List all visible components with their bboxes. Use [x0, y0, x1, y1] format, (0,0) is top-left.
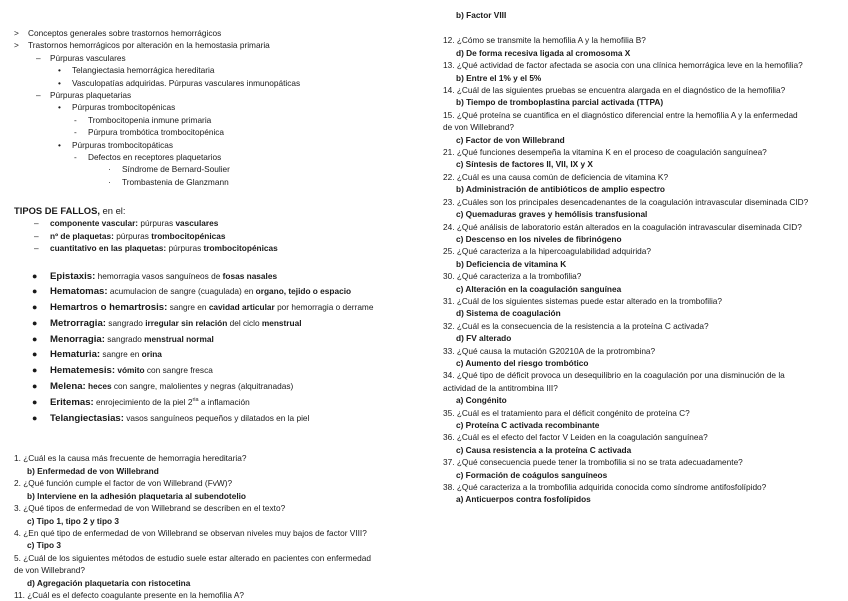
questions-left [14, 452, 434, 601]
answer-text: c) Tipo 1, tipo 2 y tipo 3 [27, 515, 120, 526]
dash-marker: – [34, 218, 39, 229]
bullet-dot: ● [32, 412, 38, 423]
fallos-bold: vasculares [175, 218, 219, 229]
dash-marker: – [34, 243, 39, 254]
outline-item [14, 89, 434, 101]
outline-item [14, 77, 434, 89]
term-name: Hemartros o hemartrosis: [50, 302, 168, 314]
question-text: 25. ¿Qué caracteriza a la hipercoagulabilidad adquirida? [443, 246, 652, 257]
outline-item [14, 139, 434, 151]
term-name: Epistaxis: [50, 270, 96, 282]
outline-item [14, 27, 434, 39]
outline-text: Trastornos hemorrágicos por alteración en la hemostasia primaria [28, 40, 270, 51]
answer-text: a) Congénito [456, 395, 507, 406]
question-text: de von Willebrand? [14, 565, 86, 576]
question-text: 38. ¿Qué caracteriza a la trombofilia adquirida conocida como síndrome antifosfolípido? [443, 482, 767, 493]
bullet-marker: • [58, 77, 61, 88]
bullet-marker: • [58, 139, 61, 150]
term-name: Metrorragia: [50, 317, 106, 329]
term-name: Hematuria: [50, 349, 101, 361]
answer-text: c) Alteración en la coagulación sanguínea [456, 283, 622, 294]
answer-text: d) De forma recesiva ligada al cromosoma X [456, 47, 631, 58]
dash-marker: – [34, 230, 39, 241]
fallos-title: TIPOS DE FALLOS, [14, 205, 100, 217]
answer-text: c) Quemaduras graves y hemólisis transfusional [456, 209, 648, 220]
term-definition: enrojecimiento de la piel 2 [93, 396, 193, 407]
term-name: Hematomas: [50, 286, 108, 298]
topic-outline [14, 27, 434, 188]
term-definition: del ciclo [227, 317, 262, 328]
answer-text: c) Causa resistencia a la proteína C activada [456, 444, 632, 455]
bullet-marker: · [108, 176, 111, 187]
answer-text: d) Agregación plaquetaria con ristocetina [27, 577, 191, 588]
term-item [14, 284, 434, 300]
answer-text: d) Sistema de coagulación [456, 308, 561, 319]
outline-text: Conceptos generales sobre trastornos hemorrágicos [28, 28, 222, 38]
bullet-marker: - [74, 114, 77, 125]
answer-text: b) Interviene en la adhesión plaquetaria al subendotelio [27, 490, 246, 501]
term-definition: organo, tejido o espacio [255, 286, 352, 297]
term-item [14, 363, 434, 379]
fallos-item [14, 217, 434, 229]
term-definition: hemorragia vasos sanguíneos de [95, 270, 223, 281]
question-text: actividad de la antitrombina III? [443, 382, 558, 393]
question-text: 33. ¿Qué causa la mutación G20210A de la protrombina? [443, 345, 656, 356]
question-text: 23. ¿Cuáles son los principales desencadenantes de la coagulación intravascular diseminada CID? [443, 196, 809, 207]
right-column [443, 0, 843, 506]
term-definition: orina [141, 349, 162, 360]
bullet-marker: > [14, 28, 19, 38]
question-text: 30. ¿Qué caracteriza a la trombofilia? [443, 271, 582, 282]
term-definition: sangrado [104, 333, 145, 344]
answer-text: b) Deficiencia de vitamina K [456, 258, 567, 269]
fallos-suffix: en el: [99, 205, 126, 217]
question-text: 2. ¿Qué función cumple el factor de von Willebrand (FvW)? [14, 478, 233, 489]
term-item [14, 395, 434, 411]
term-definition: sangrado [105, 317, 146, 328]
question-text: 32. ¿Cuál es la consecuencia de la resistencia a la proteína C activada? [443, 320, 709, 331]
answer-text: a) Anticuerpos contra fosfolípidos [456, 494, 591, 505]
answer-text: c) Proteína C activada recombinante [456, 420, 600, 430]
fallos-section [14, 204, 434, 254]
bullet-marker: • [58, 102, 61, 113]
fallos-bold: trombocitopénicas [151, 230, 226, 241]
outline-item [14, 101, 434, 113]
outline-text: Trombastenia de Glanzmann [122, 176, 229, 187]
question-text: 36. ¿Cuál es el efecto del factor V Leiden en la coagulación sanguínea? [443, 432, 708, 443]
fallos-item [14, 242, 434, 254]
question-text: 13. ¿Qué actividad de factor afectada se asocia con una clínica hemorrágica leve en la hemofilia? [443, 60, 803, 71]
bullet-dot: ● [32, 349, 38, 360]
term-item [14, 269, 434, 285]
fallos-label: componente vascular: [50, 218, 139, 229]
question-text: 37. ¿Qué consecuencia puede tener la trombofilia si no se trata adecuadamente? [443, 457, 743, 468]
answer-text: c) Descenso en los niveles de fibrinógeno [456, 233, 622, 244]
term-definition: vómito [117, 365, 145, 376]
bullet-marker: - [74, 127, 77, 138]
question-text: 1. ¿Cuál es la causa más frecuente de hemorragia hereditaria? [14, 453, 247, 464]
bullet-marker: > [14, 40, 19, 51]
question-text: 11. ¿Cuál es el defecto coagulante presente en la hemofilia A? [14, 589, 245, 600]
term-definition: sangre en [100, 349, 142, 360]
question-text: 34. ¿Qué tipo de déficit provoca un desequilibrio en la coagulación por una disminución de la [443, 370, 785, 381]
bullet-marker: • [58, 65, 61, 76]
bullet-marker: – [36, 52, 41, 63]
question-text: de von Willebrand? [443, 122, 515, 133]
term-item [14, 379, 434, 395]
term-definition: irregular sin relación [145, 317, 228, 328]
bullet-dot: ● [32, 270, 38, 281]
term-definition: vasos sanguíneos pequeños y dilatados en la piel [123, 412, 310, 423]
term-item [14, 347, 434, 363]
term-name: Hematemesis: [50, 365, 116, 377]
bullet-dot: ● [32, 286, 38, 297]
term-definition: por hemorragia o derrame [274, 302, 374, 313]
answer-text: c) Formación de coágulos sanguíneos [456, 469, 608, 480]
term-name: Eritemas: [50, 396, 94, 408]
bullet-dot: ● [32, 381, 38, 392]
term-definition: menstrual [261, 317, 302, 328]
terms-list [14, 269, 434, 427]
term-item [14, 411, 434, 427]
outline-item [14, 52, 434, 64]
question-text: 15. ¿Qué proteína se cuantifica en el diagnóstico diferencial entre la hemofilia A y la enfermedad [443, 109, 798, 120]
term-item [14, 332, 434, 348]
outline-text: Púrpuras vasculares [50, 52, 126, 63]
bullet-dot: ● [32, 317, 38, 328]
fallos-text: púrpuras [166, 243, 204, 254]
question-text: 14. ¿Cuál de las siguientes pruebas se encuentra alargada en el diagnóstico de la hemofilia? [443, 85, 786, 96]
outline-text: Trombocitopenia inmune primaria [88, 114, 212, 125]
fallos-label: nº de plaquetas: [50, 230, 114, 241]
term-name: Melena: [50, 381, 86, 393]
outline-text: Síndrome de Bernard-Soulier [122, 164, 230, 175]
term-definition: fosas nasales [222, 270, 278, 281]
answer-text: b) Entre el 1% y el 5% [456, 72, 542, 83]
outline-item [14, 126, 434, 138]
question-text: 3. ¿Qué tipos de enfermedad de von Willebrand se describen en el texto? [14, 503, 286, 514]
outline-text: Vasculopatías adquiridas. Púrpuras vasculares inmunopáticas [72, 77, 301, 88]
question-text: 5. ¿Cuál de los siguientes métodos de estudio suele estar alterado en pacientes con enfermedad [14, 552, 371, 563]
questions-right [443, 34, 843, 505]
term-definition: cavidad articular [208, 302, 275, 313]
term-definition: acumulacion de sangre (cuagulada) en [107, 286, 256, 297]
answer-text: b) Enfermedad de von Willebrand [27, 465, 159, 476]
outline-text: Telangiectasia hemorrágica hereditaria [72, 65, 215, 76]
left-column [14, 0, 434, 601]
bullet-marker: – [36, 90, 41, 101]
term-definition: con sangre, malolientes y negras (alquitranadas) [111, 381, 294, 392]
outline-item [14, 64, 434, 76]
outline-item [14, 163, 434, 175]
outline-text: Defectos en receptores plaquetarios [88, 152, 222, 163]
outline-text: Púrpura trombótica trombocitopénica [88, 127, 225, 138]
answer-line: b) Factor VIII [456, 10, 507, 20]
answer-text: b) Tiempo de tromboplastina parcial activada (TTPA) [456, 97, 664, 108]
question-text: 22. ¿Cuál es una causa común de deficiencia de vitamina K? [443, 171, 669, 182]
bullet-dot: ● [32, 365, 38, 376]
question-text: 24. ¿Qué análisis de laboratorio están alterados en la coagulación intravascular diseminada CID? [443, 221, 802, 232]
term-name: Telangiectasias: [50, 412, 124, 424]
bullet-marker: · [108, 164, 111, 175]
term-name: Menorragia: [50, 333, 105, 345]
fallos-heading [14, 204, 434, 217]
answer-text: b) Administración de antibióticos de amplio espectro [456, 184, 665, 195]
question-text: 31. ¿Cuál de los siguientes sistemas puede estar alterado en la trombofilia? [443, 295, 723, 306]
answer-text: c) Factor de von Willebrand [456, 134, 565, 145]
fallos-text: púrpuras [113, 230, 152, 241]
answer-text: c) Síntesis de factores II, VII, IX y X [456, 159, 593, 170]
term-item [14, 316, 434, 332]
term-definition: con sangre fresca [144, 365, 213, 376]
fallos-label: cuantitativo en las plaquetas: [50, 243, 167, 254]
outline-item [14, 151, 434, 163]
question-text: 21. ¿Qué funciones desempeña la vitamina K en el proceso de coagulación sanguínea? [443, 147, 767, 158]
outline-text: Púrpuras trombocitopénicas [72, 102, 176, 113]
term-definition: sangre en [167, 302, 209, 313]
answer-text: c) Tipo 3 [27, 540, 61, 551]
outline-text: Púrpuras plaquetarias [50, 90, 132, 101]
question-text: 4. ¿En qué tipo de enfermedad de von Willebrand se observan niveles muy bajos de factor VIII? [14, 527, 367, 538]
outline-text: Púrpuras trombocitopáticas [72, 139, 173, 150]
bullet-dot: ● [32, 302, 38, 313]
fallos-text: púrpuras [138, 218, 176, 229]
term-item [14, 300, 434, 316]
outline-item [14, 114, 434, 126]
term-definition: a inflamación [198, 396, 250, 407]
term-definition: ria [192, 397, 199, 404]
answer-text: d) FV alterado [456, 333, 512, 344]
question-text: 35. ¿Cuál es el tratamiento para el déficit congénito de proteína C? [443, 407, 690, 418]
question-text: 12. ¿Cómo se transmite la hemofilia A y la hemofilia B? [443, 35, 646, 46]
fallos-bold: trombocitopénicas [203, 243, 278, 254]
answer-text: c) Aumento del riesgo trombótico [456, 357, 589, 368]
bullet-dot: ● [32, 396, 38, 407]
bullet-marker: - [74, 152, 77, 163]
outline-item [14, 39, 434, 51]
fallos-item [14, 230, 434, 242]
bullet-dot: ● [32, 333, 38, 344]
term-definition: heces [88, 381, 112, 392]
term-definition: menstrual normal [144, 333, 214, 344]
outline-item [14, 176, 434, 188]
